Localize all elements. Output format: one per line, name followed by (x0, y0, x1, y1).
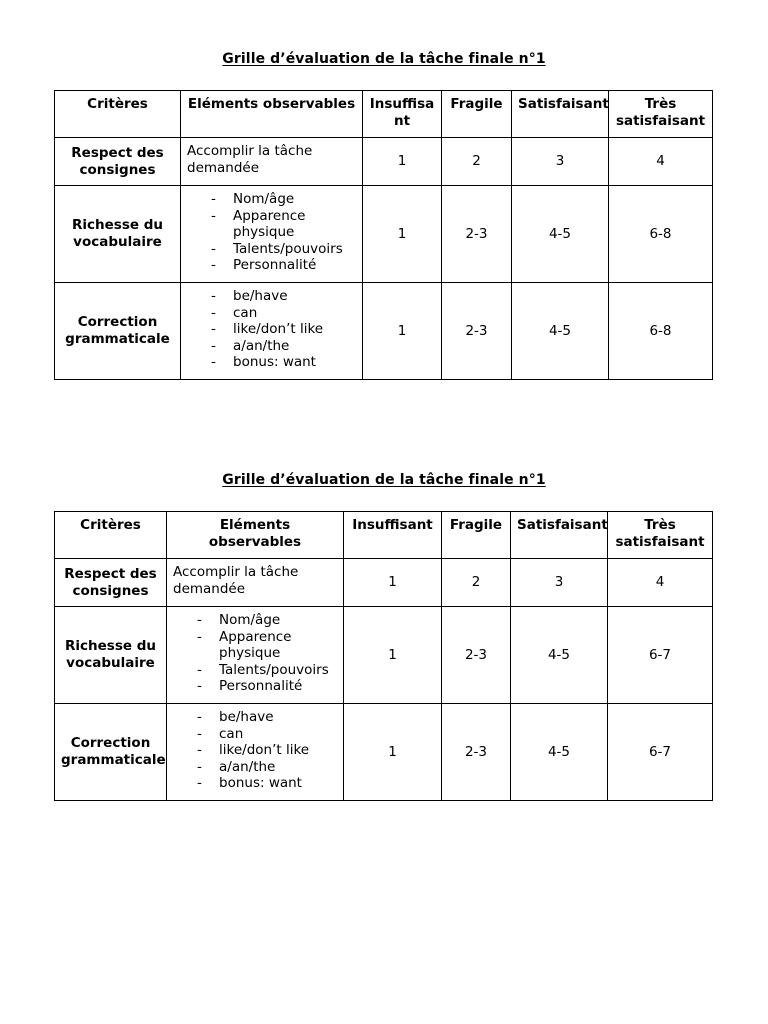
score-cell: 3 (511, 559, 608, 607)
score-cell: 6-8 (609, 186, 713, 283)
list-item: - Personnalité (173, 678, 337, 695)
list-item: - Apparence physique (173, 629, 337, 662)
list-item: - like/don’t like (173, 742, 337, 759)
header-tres-satisfaisant: Très satisfaisant (609, 91, 713, 138)
score-cell: 1 (344, 607, 442, 704)
table-row (55, 607, 713, 704)
observable-list (173, 612, 337, 695)
observable-cell (181, 283, 363, 380)
observable-cell: Accomplir la tâche demandée (181, 138, 363, 186)
criterion-cell: Correction grammaticale (55, 704, 167, 801)
header-satisfaisant: Satisfaisant (511, 512, 608, 559)
observable-cell (167, 607, 344, 704)
score-cell: 2 (442, 138, 512, 186)
header-elements-observables: Eléments observables (167, 512, 344, 559)
header-insuffisant: Insuffisa nt (363, 91, 442, 138)
score-cell: 6-7 (608, 607, 713, 704)
score-cell: 4 (609, 138, 713, 186)
grid-title: Grille d’évaluation de la tâche finale n°1 (222, 472, 546, 488)
table-header-row (55, 91, 713, 138)
header-satisfaisant: Satisfaisant (512, 91, 609, 138)
table-row (55, 283, 713, 380)
score-cell: 1 (363, 283, 442, 380)
header-elements-observables: Eléments observables (181, 91, 363, 138)
list-item: - a/an/the (173, 759, 337, 776)
header-tres-satisfaisant: Très satisfaisant (608, 512, 713, 559)
score-cell: 6-7 (608, 704, 713, 801)
list-item: - can (187, 305, 356, 322)
table-row (55, 186, 713, 283)
grid-title: Grille d’évaluation de la tâche finale n°1 (222, 51, 546, 67)
table-row (55, 704, 713, 801)
list-item: - like/don’t like (187, 321, 356, 338)
evaluation-table (54, 511, 713, 801)
criterion-cell: Respect des consignes (55, 138, 181, 186)
score-cell: 2 (442, 559, 511, 607)
list-item: - Nom/âge (173, 612, 337, 629)
score-cell: 1 (344, 559, 442, 607)
list-item: - Nom/âge (187, 191, 356, 208)
header-insuffisant: Insuffisant (344, 512, 442, 559)
list-item: - Talents/pouvoirs (187, 241, 356, 258)
header-fragile: Fragile (442, 91, 512, 138)
criterion-cell: Richesse du vocabulaire (55, 186, 181, 283)
observable-cell (181, 186, 363, 283)
score-cell: 2-3 (442, 283, 512, 380)
score-cell: 1 (363, 138, 442, 186)
score-cell: 2-3 (442, 186, 512, 283)
list-item: - bonus: want (187, 354, 356, 371)
table-row (55, 138, 713, 186)
score-cell: 2-3 (442, 607, 511, 704)
evaluation-table (54, 90, 713, 380)
criterion-cell: Correction grammaticale (55, 283, 181, 380)
observable-cell (167, 704, 344, 801)
list-item: - be/have (187, 288, 356, 305)
list-item: - can (173, 726, 337, 743)
header-criteres: Critères (55, 512, 167, 559)
score-cell: 1 (363, 186, 442, 283)
list-item: - bonus: want (173, 775, 337, 792)
score-cell: 1 (344, 704, 442, 801)
list-item: - be/have (173, 709, 337, 726)
score-cell: 4-5 (512, 283, 609, 380)
observable-list (173, 709, 337, 792)
list-item: - Talents/pouvoirs (173, 662, 337, 679)
list-item: - a/an/the (187, 338, 356, 355)
score-cell: 2-3 (442, 704, 511, 801)
criterion-cell: Richesse du vocabulaire (55, 607, 167, 704)
score-cell: 4-5 (512, 186, 609, 283)
criterion-cell: Respect des consignes (55, 559, 167, 607)
score-cell: 3 (512, 138, 609, 186)
score-cell: 4-5 (511, 704, 608, 801)
score-cell: 4-5 (511, 607, 608, 704)
observable-cell: Accomplir la tâche demandée (167, 559, 344, 607)
header-criteres: Critères (55, 91, 181, 138)
table-row (55, 559, 713, 607)
score-cell: 4 (608, 559, 713, 607)
observable-list (187, 191, 356, 274)
list-item: - Apparence physique (187, 208, 356, 241)
table-header-row (55, 512, 713, 559)
header-fragile: Fragile (442, 512, 511, 559)
observable-list (187, 288, 356, 371)
list-item: - Personnalité (187, 257, 356, 274)
score-cell: 6-8 (609, 283, 713, 380)
